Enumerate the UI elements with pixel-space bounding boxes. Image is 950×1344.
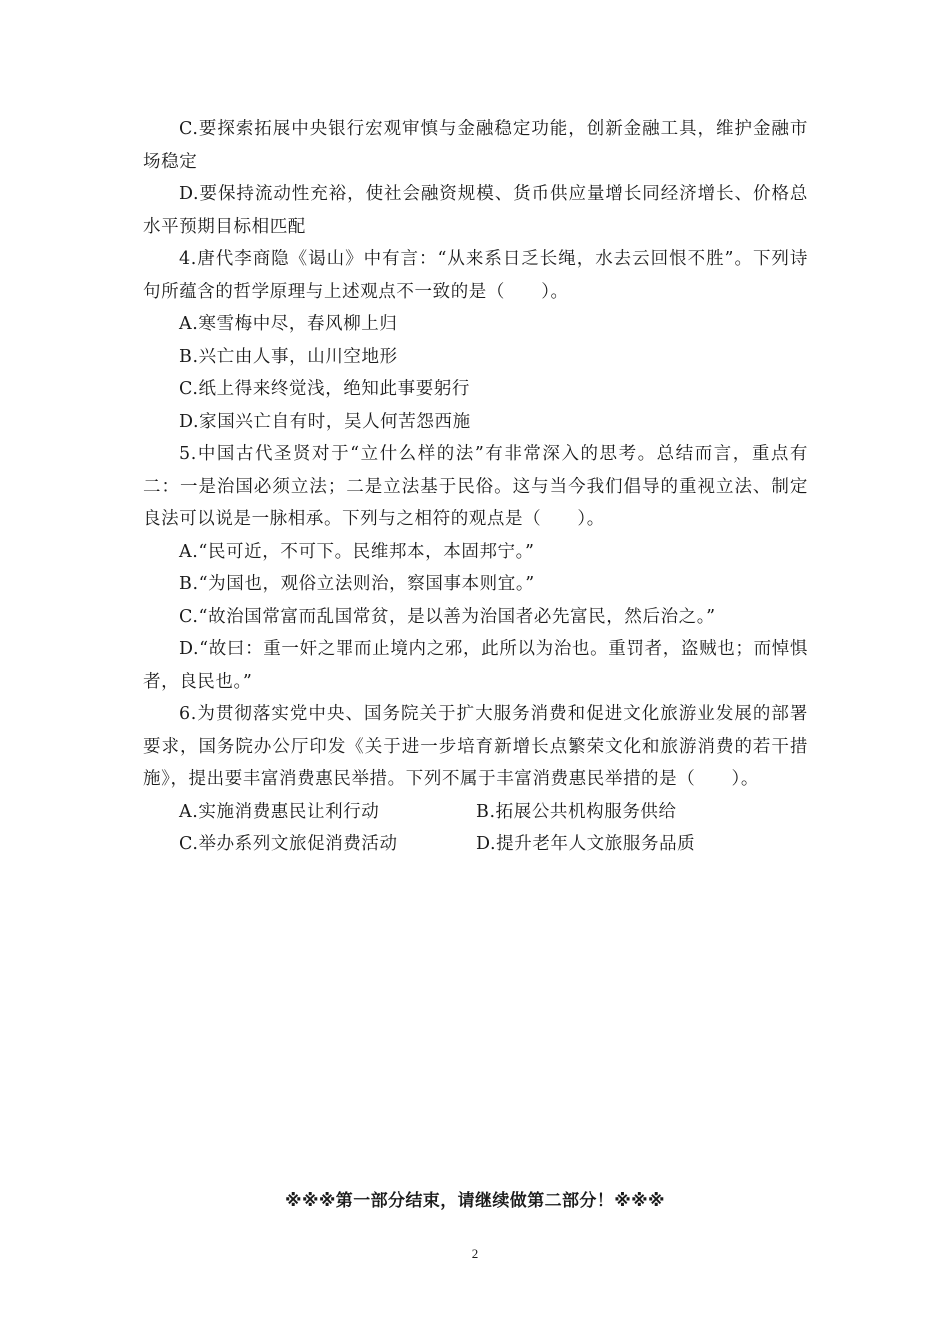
q6-option-c: C.举办系列文旅促消费活动 bbox=[179, 834, 398, 854]
q3-option-d: D.要保持流动性充裕，使社会融资规模、货币供应量增长同经济增长、价格总水平预期目标相匹配 bbox=[143, 184, 808, 237]
q6-option-a: A.实施消费惠民让利行动 bbox=[179, 801, 380, 822]
q5-option-c: C.“故治国常富而乱国常贫，是以善为治国者必先富民，然后治之。” bbox=[179, 606, 716, 627]
q6-options-row-2 bbox=[143, 828, 808, 861]
q5-option-a: A.“民可近，不可下。民维邦本，本固邦宁。” bbox=[179, 541, 535, 562]
q3-option-c: C.要探索拓展中央银行宏观审慎与金融稳定功能，创新金融工具，维护金融市场稳定 bbox=[143, 119, 808, 172]
q4-stem: 4.唐代李商隐《谒山》中有言：“从来系日乏长绳，水去云回恨不胜”。下列诗句所蕴含的哲学原理与上述观点不一致的是（ ）。 bbox=[143, 249, 808, 302]
q6-stem: 6.为贯彻落实党中央、国务院关于扩大服务消费和促进文化旅游业发展的部署要求，国务院办公厅印发《关于进一步培育新增长点繁荣文化和旅游消费的若干措施》，提出要丰富消费惠民举措。下列不属于丰富消费惠民举措的是（ ）。 bbox=[143, 704, 808, 789]
q4-option-b: B.兴亡由人事，山川空地形 bbox=[179, 346, 398, 367]
q5-option-b: B.“为国也，观俗立法则治，察国事本则宜。” bbox=[179, 574, 535, 594]
q4-option-a: A.寒雪梅中尽，春风柳上归 bbox=[179, 314, 398, 334]
q6-options-row-1 bbox=[143, 796, 808, 829]
q5-option-d: D.“故曰：重一奸之罪而止境内之邪，此所以为治也。重罚者，盗贼也；而悼惧者，良民也。” bbox=[143, 639, 808, 692]
q5-stem: 5.中国古代圣贤对于“立什么样的法”有非常深入的思考。总结而言，重点有二：一是治国必须立法；二是立法基于民俗。这与当今我们倡导的重视立法、制定良法可以说是一脉相承。下列与之相符的观点是（ ）。 bbox=[143, 444, 808, 529]
document-body bbox=[143, 113, 808, 861]
section-end-note: ※※※第一部分结束，请继续做第二部分！※※※ bbox=[285, 1191, 665, 1211]
q6-option-d: D.提升老年人文旅服务品质 bbox=[476, 834, 696, 854]
q6-option-b: B.拓展公共机构服务供给 bbox=[476, 801, 677, 822]
q4-option-d: D.家国兴亡自有时，吴人何苦怨西施 bbox=[179, 411, 471, 432]
page-number: 2 bbox=[471, 1246, 479, 1261]
q4-option-c: C.纸上得来终觉浅，绝知此事要躬行 bbox=[179, 379, 471, 399]
